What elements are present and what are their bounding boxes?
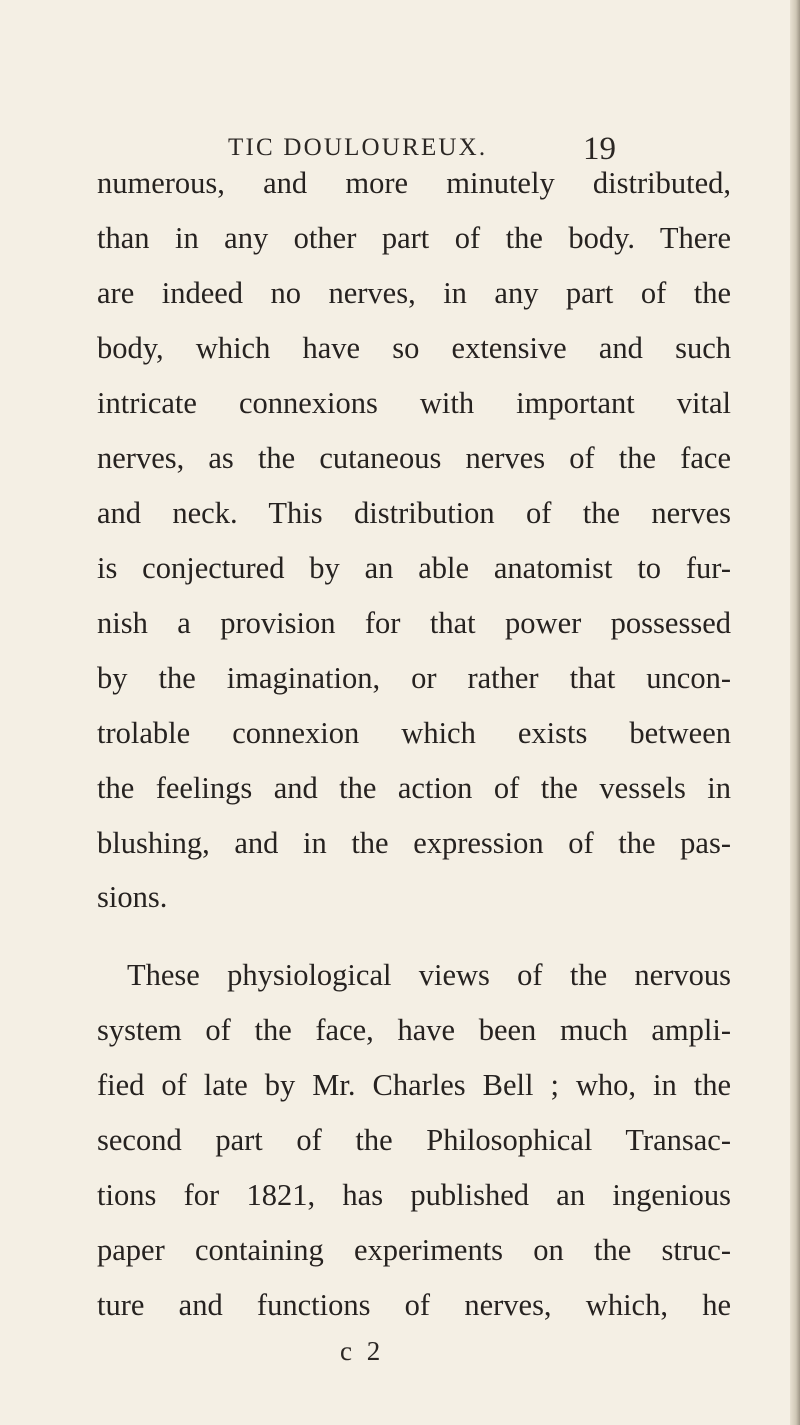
text-line-4: body, which have so extensive and such bbox=[97, 331, 731, 365]
text-line-10: by the imagination, or rather that uncon- bbox=[97, 661, 731, 695]
text-line-16: system of the face, have been much ampli- bbox=[97, 1013, 731, 1047]
text-line-14: sions. bbox=[97, 880, 168, 914]
text-line-21: ture and functions of nerves, which, he bbox=[97, 1288, 731, 1322]
text-line-17: fied of late by Mr. Charles Bell ; who, in the bbox=[97, 1068, 731, 1102]
text-line-11: trolable connexion which exists between bbox=[97, 716, 731, 750]
text-line-9: nish a provision for that power possessed bbox=[97, 606, 731, 640]
text-line-7: and neck. This distribution of the nerves bbox=[97, 496, 731, 530]
text-line-5: intricate connexions with important vital bbox=[97, 386, 731, 420]
text-line-20: paper containing experiments on the struc- bbox=[97, 1233, 731, 1267]
text-line-8: is conjectured by an able anatomist to fur- bbox=[97, 551, 731, 585]
text-line-13: blushing, and in the expression of the pas- bbox=[97, 826, 731, 860]
page-edge bbox=[790, 0, 800, 1425]
text-line-2: than in any other part of the body. There bbox=[97, 221, 731, 255]
signature-mark: c 2 bbox=[340, 1336, 385, 1366]
running-head: TIC DOULOUREUX. bbox=[228, 134, 488, 161]
text-line-6: nerves, as the cutaneous nerves of the face bbox=[97, 441, 731, 475]
text-line-3: are indeed no nerves, in any part of the bbox=[97, 276, 731, 310]
text-line-19: tions for 1821, has published an ingenious bbox=[97, 1178, 731, 1212]
text-line-15: These physiological views of the nervous bbox=[127, 958, 731, 992]
text-line-12: the feelings and the action of the vessels in bbox=[97, 771, 731, 805]
text-line-18: second part of the Philosophical Transac- bbox=[97, 1123, 731, 1157]
page-number: 19 bbox=[583, 131, 616, 167]
text-line-1: numerous, and more minutely distributed, bbox=[97, 166, 731, 200]
